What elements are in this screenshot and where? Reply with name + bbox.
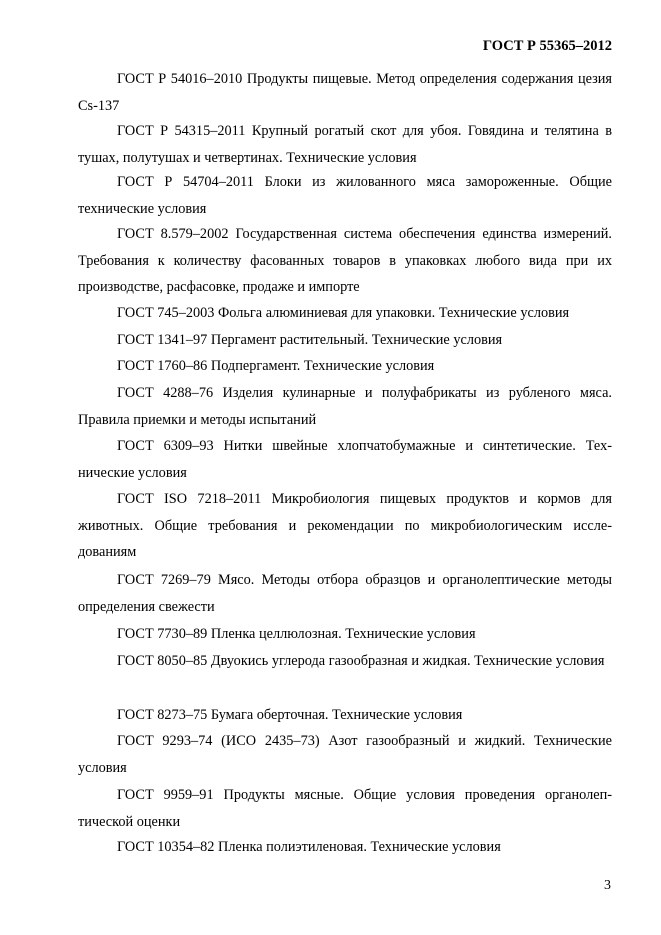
reference-item: ГОСТ 7730–89 Пленка целлюлозная. Технические условия	[117, 626, 476, 642]
reference-item: ГОСТ 8273–75 Бумага оберточная. Технические условия	[117, 707, 463, 723]
reference-item: ГОСТ ISO 7218–2011 Микробиология пищевых продуктов и кормов для животных. Общие требования и рекомендации по микробиологическим исследованиям	[78, 491, 612, 561]
reference-item: ГОСТ 9293–74 (ИСО 2435–73) Азот газообразный и жидкий. Технические условия	[78, 733, 612, 776]
page-number: 3	[604, 878, 611, 893]
reference-item: ГОСТ 10354–82 Пленка полиэтиленовая. Технические условия	[117, 839, 501, 855]
reference-item: ГОСТ 8.579–2002 Государственная система обеспечения единства измерений. Требования к количеству фасованных товаров в упаковках любого вида при их производстве, расфасовке, продаже и импорте	[78, 226, 612, 296]
reference-item: ГОСТ Р 54704–2011 Блоки из жилованного мяса замороженные. Общие технические условия	[78, 174, 612, 217]
reference-item: ГОСТ 7269–79 Мясо. Методы отбора образцов и органолептические методы определения свежести	[78, 572, 612, 615]
document-code: ГОСТ Р 55365–2012	[482, 38, 612, 54]
reference-item: ГОСТ 745–2003 Фольга алюминиевая для упаковки. Технические условия	[117, 305, 570, 321]
reference-item: ГОСТ Р 54016–2010 Продукты пищевые. Метод определения содержания цезия Cs-137	[78, 71, 612, 114]
reference-item: ГОСТ 4288–76 Изделия кулинарные и полуфабрикаты из рубленого мяса. Правила приемки и методы испытаний	[78, 385, 612, 428]
reference-item: ГОСТ 9959–91 Продукты мясные. Общие условия проведения органолептической оценки	[78, 787, 612, 830]
reference-item: ГОСТ 8050–85 Двуокись углерода газообразная и жидкая. Технические условия	[117, 653, 605, 669]
reference-item: ГОСТ 1760–86 Подпергамент. Технические условия	[117, 358, 435, 374]
reference-item: ГОСТ 1341–97 Пергамент растительный. Технические условия	[117, 332, 503, 348]
reference-item: ГОСТ Р 54315–2011 Крупный рогатый скот для убоя. Говядина и телятина в тушах, полутушах и четвертинах. Технические условия	[78, 123, 612, 166]
reference-item: ГОСТ 6309–93 Нитки швейные хлопчатобумажные и синтетические. Технические условия	[78, 438, 612, 481]
